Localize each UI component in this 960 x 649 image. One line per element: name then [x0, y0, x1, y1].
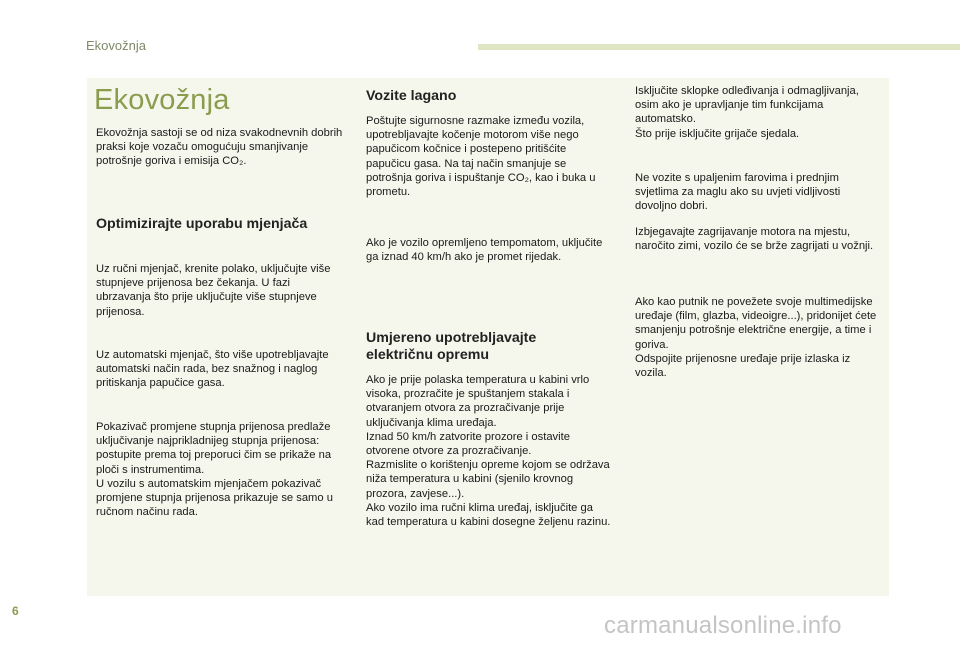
lights-paragraph: Ne vozite s upaljenim farovima i prednjim svjetlima za maglu ako su uvjeti vidljivosti dovoljno dobri. — [635, 172, 841, 213]
automatic-gearbox-paragraph: Uz automatski mjenjač, što više upotrebljavajte automatski način rada, bez snažnog i naglog pritiskanja papučice gasa. — [96, 349, 329, 390]
demisting-paragraph: Isključite sklopke odleđivanja i odmagljivanja, osim ako je upravljanje tim funkcijama automatsko. Što prije isključite grijače sjedala. — [635, 85, 859, 140]
drive-smoothly-heading: Vozite lagano — [366, 88, 457, 104]
electrical-equipment-heading: Umjereno upotrebljavajte električnu opremu — [366, 330, 537, 363]
watermark: carmanualsonline.info — [604, 612, 842, 639]
gear-indicator-paragraph: Pokazivač promjene stupnja prijenosa predlaže uključivanje najprikladnijeg stupnja prijenosa: postupite prema toj preporuci čim se prikaže na ploči s instrumentima. U vozilu s automatskim mjenjačem pokazivač promjene stupnja prijenosa prikazuje se samo u ručnom načinu rada. — [96, 421, 333, 519]
page-number: 6 — [12, 604, 19, 618]
drive-smoothly-paragraph: Poštujte sigurnosne razmake između vozila, upotrebljavajte kočenje motorom više nego papučicom kočnice i postepeno pritišćite papučicu gasa. Na taj način smanjuje se potrošnja goriva i ispuštanje CO₂, kao i buka u prometu. — [366, 115, 596, 199]
gearbox-heading: Optimizirajte uporabu mjenjača — [96, 216, 308, 232]
engine-warmup-paragraph: Izbjegavajte zagrijavanje motora na mjestu, naročito zimi, vozilo će se brže zagrijati u vožnji. — [635, 226, 874, 253]
electrical-equipment-paragraph: Ako je prije polaska temperatura u kabini vrlo visoka, prozračite je spuštanjem stakala i otvaranjem otvora za prozračivanje prije uključivanja klima uređaja. Iznad 50 km/h zatvorite prozore i ostavite otvorene otvore za prozračivanje. Razmislite o korištenju opreme kojom se održava niža temperatura u kabini (sjenilo krovnog prozora, zavjese...). Ako vozilo ima ručni klima uređaj, isključite ga kad temperatura u kabini dosegne željenu razinu. — [366, 374, 611, 529]
header-bar — [478, 44, 960, 50]
page-title: Ekovožnja — [94, 84, 230, 116]
intro-paragraph: Ekovožnja sastoji se od niza svakodnevnih dobrih praksi koje vozaču omogućuju smanjivanje potrošnje goriva i emisija CO₂. — [96, 127, 343, 168]
cruise-control-paragraph: Ako je vozilo opremljeno tempomatom, uključite ga iznad 40 km/h ako je promet rijedak. — [366, 237, 603, 264]
multimedia-paragraph: Ako kao putnik ne povežete svoje multimedijske uređaje (film, glazba, videoigre...), pridonijet ćete smanjenju potrošnje električne energije, a time i goriva. Odspojite prijenosne uređaje prije izlaska iz vozila. — [635, 296, 877, 380]
section-label: Ekovožnja — [86, 38, 146, 53]
manual-gearbox-paragraph: Uz ručni mjenjač, krenite polako, uključujte više stupnjeve prijenosa bez čekanja. U fazi ubrzavanja što prije uključujte više stupnjeve prijenosa. — [96, 263, 331, 318]
